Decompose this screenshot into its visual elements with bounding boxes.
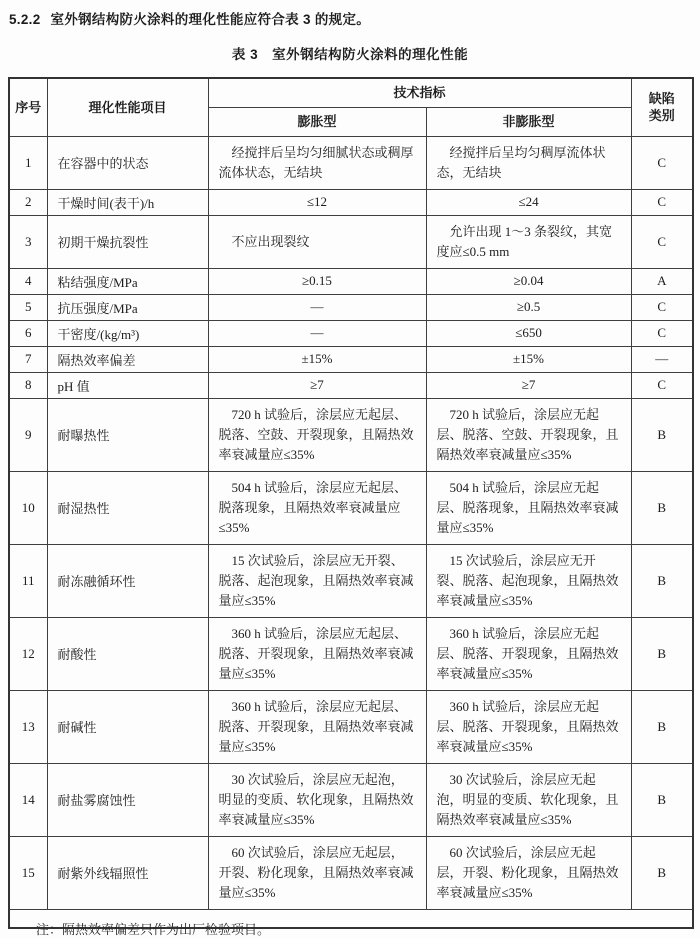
defect-class-cell: C [631,215,693,268]
item-cell: 耐碱性 [47,690,208,763]
table-row [9,763,693,836]
row-number-cell: 1 [9,136,47,189]
row-number-cell: 11 [9,544,47,617]
item-cell: 耐冻融循环性 [47,544,208,617]
defect-class-cell: B [631,398,693,471]
item-cell: 耐酸性 [47,617,208,690]
row-number-cell: 14 [9,763,47,836]
item-cell: 干燥时间(表干)/h [47,189,208,215]
intumescent-cell: ≥0.15 [208,268,426,294]
defect-class-cell: — [631,346,693,372]
item-cell: 隔热效率偏差 [47,346,208,372]
defect-class-cell: C [631,320,693,346]
row-number-cell: 8 [9,372,47,398]
defect-class-cell: C [631,136,693,189]
non-intumescent-cell: ±15% [426,346,631,372]
table-row [9,215,693,268]
row-number-cell: 3 [9,215,47,268]
item-cell: 耐湿热性 [47,471,208,544]
table-row [9,372,693,398]
defect-class-cell: B [631,836,693,909]
intumescent-cell: 720 h 试验后，涂层应无起层、脱落、空鼓、开裂现象，且隔热效率衰减量应≤35% [208,398,426,471]
non-intumescent-cell: 360 h 试验后，涂层应无起层、脱落、开裂现象，且隔热效率衰减量应≤35% [426,617,631,690]
clause-heading [9,8,700,28]
intumescent-cell: ±15% [208,346,426,372]
item-cell: 初期干燥抗裂性 [47,215,208,268]
header-intumescent: 膨胀型 [208,107,426,136]
intumescent-cell: ≤12 [208,189,426,215]
intumescent-cell: — [208,320,426,346]
non-intumescent-cell: 30 次试验后，涂层应无起泡，明显的变质、软化现象，且隔热效率衰减量应≤35% [426,763,631,836]
item-cell: 耐盐雾腐蚀性 [47,763,208,836]
row-number-cell: 12 [9,617,47,690]
table-row [9,836,693,909]
table-body [9,136,693,937]
header-no: 序号 [9,78,47,137]
non-intumescent-cell: 允许出现 1～3 条裂纹，其宽度应≤0.5 mm [426,215,631,268]
header-defect-line2: 类别 [648,108,675,123]
non-intumescent-cell: ≥7 [426,372,631,398]
non-intumescent-cell: ≤24 [426,189,631,215]
intumescent-cell: 360 h 试验后，涂层应无起层、脱落、开裂现象，且隔热效率衰减量应≤35% [208,617,426,690]
table-row [9,320,693,346]
defect-class-cell: C [631,372,693,398]
defect-class-cell: C [631,189,693,215]
non-intumescent-cell: 15 次试验后，涂层应无开裂、脱落、起泡现象，且隔热效率衰减量应≤35% [426,544,631,617]
row-number-cell: 9 [9,398,47,471]
item-cell: 耐曝热性 [47,398,208,471]
table-row [9,346,693,372]
intumescent-cell: 经搅拌后呈均匀细腻状态或稠厚流体状态，无结块 [208,136,426,189]
non-intumescent-cell: ≥0.04 [426,268,631,294]
intumescent-cell: 504 h 试验后，涂层应无起层、脱落现象，且隔热效率衰减量应≤35% [208,471,426,544]
table-row [9,268,693,294]
table-note-row [9,909,693,928]
row-number-cell: 5 [9,294,47,320]
intumescent-cell: 15 次试验后，涂层应无开裂、脱落、起泡现象，且隔热效率衰减量应≤35% [208,544,426,617]
table-caption-title: 室外钢结构防火涂料的理化性能 [272,47,469,62]
row-number-cell: 2 [9,189,47,215]
intumescent-cell: 360 h 试验后，涂层应无起层、脱落、开裂现象，且隔热效率衰减量应≤35% [208,690,426,763]
non-intumescent-cell: 60 次试验后，涂层应无起层，开裂、粉化现象，且隔热效率衰减量应≤35% [426,836,631,909]
row-number-cell: 4 [9,268,47,294]
defect-class-cell: B [631,617,693,690]
document-page [0,8,700,937]
row-number-cell: 10 [9,471,47,544]
item-cell: 抗压强度/MPa [47,294,208,320]
header-non-intumescent: 非膨胀型 [426,107,631,136]
table-row [9,136,693,189]
row-number-cell: 13 [9,690,47,763]
item-cell: 耐紫外线辐照性 [47,836,208,909]
table-row [9,544,693,617]
non-intumescent-cell: ≤650 [426,320,631,346]
header-defect-class [631,78,693,137]
defect-class-cell: B [631,763,693,836]
clause-number: 5.2.2 [9,12,41,27]
intumescent-cell: 30 次试验后，涂层应无起泡，明显的变质、软化现象，且隔热效率衰减量应≤35% [208,763,426,836]
intumescent-cell: 60 次试验后，涂层应无起层，开裂、粉化现象，且隔热效率衰减量应≤35% [208,836,426,909]
table-row [9,471,693,544]
intumescent-cell: 不应出现裂纹 [208,215,426,268]
non-intumescent-cell: ≥0.5 [426,294,631,320]
item-cell: 干密度/(kg/m³) [47,320,208,346]
non-intumescent-cell: 经搅拌后呈均匀稠厚流体状态，无结块 [426,136,631,189]
non-intumescent-cell: 504 h 试验后，涂层应无起层、脱落现象，且隔热效率衰减量应≤35% [426,471,631,544]
table-caption [0,43,700,63]
row-number-cell: 6 [9,320,47,346]
row-number-cell: 15 [9,836,47,909]
row-number-cell: 7 [9,346,47,372]
intumescent-cell: — [208,294,426,320]
table-row [9,294,693,320]
item-cell: 在容器中的状态 [47,136,208,189]
clause-text: 室外钢结构防火涂料的理化性能应符合表 3 的规定。 [50,12,371,27]
header-item: 理化性能项目 [47,78,208,137]
item-cell: 粘结强度/MPa [47,268,208,294]
table-row [9,398,693,471]
defect-class-cell: C [631,294,693,320]
defect-class-cell: B [631,544,693,617]
table-note-text: 注：隔热效率偏差只作为出厂检验项目。 [36,921,271,937]
item-cell: pH 值 [47,372,208,398]
defect-class-cell: A [631,268,693,294]
non-intumescent-cell: 720 h 试验后，涂层应无起层、脱落、空鼓、开裂现象，且隔热效率衰减量应≤35% [426,398,631,471]
table-row [9,617,693,690]
header-defect-line1: 缺陷 [648,91,675,106]
table-note-cell [9,909,693,937]
table-row [9,189,693,215]
table-row [9,690,693,763]
properties-table [8,77,694,937]
table-caption-label: 表 3 [231,47,259,62]
defect-class-cell: B [631,471,693,544]
non-intumescent-cell: 360 h 试验后，涂层应无起层、脱落、开裂现象，且隔热效率衰减量应≤35% [426,690,631,763]
intumescent-cell: ≥7 [208,372,426,398]
table-header [9,78,693,137]
header-tech-indicator: 技术指标 [208,78,631,108]
defect-class-cell: B [631,690,693,763]
